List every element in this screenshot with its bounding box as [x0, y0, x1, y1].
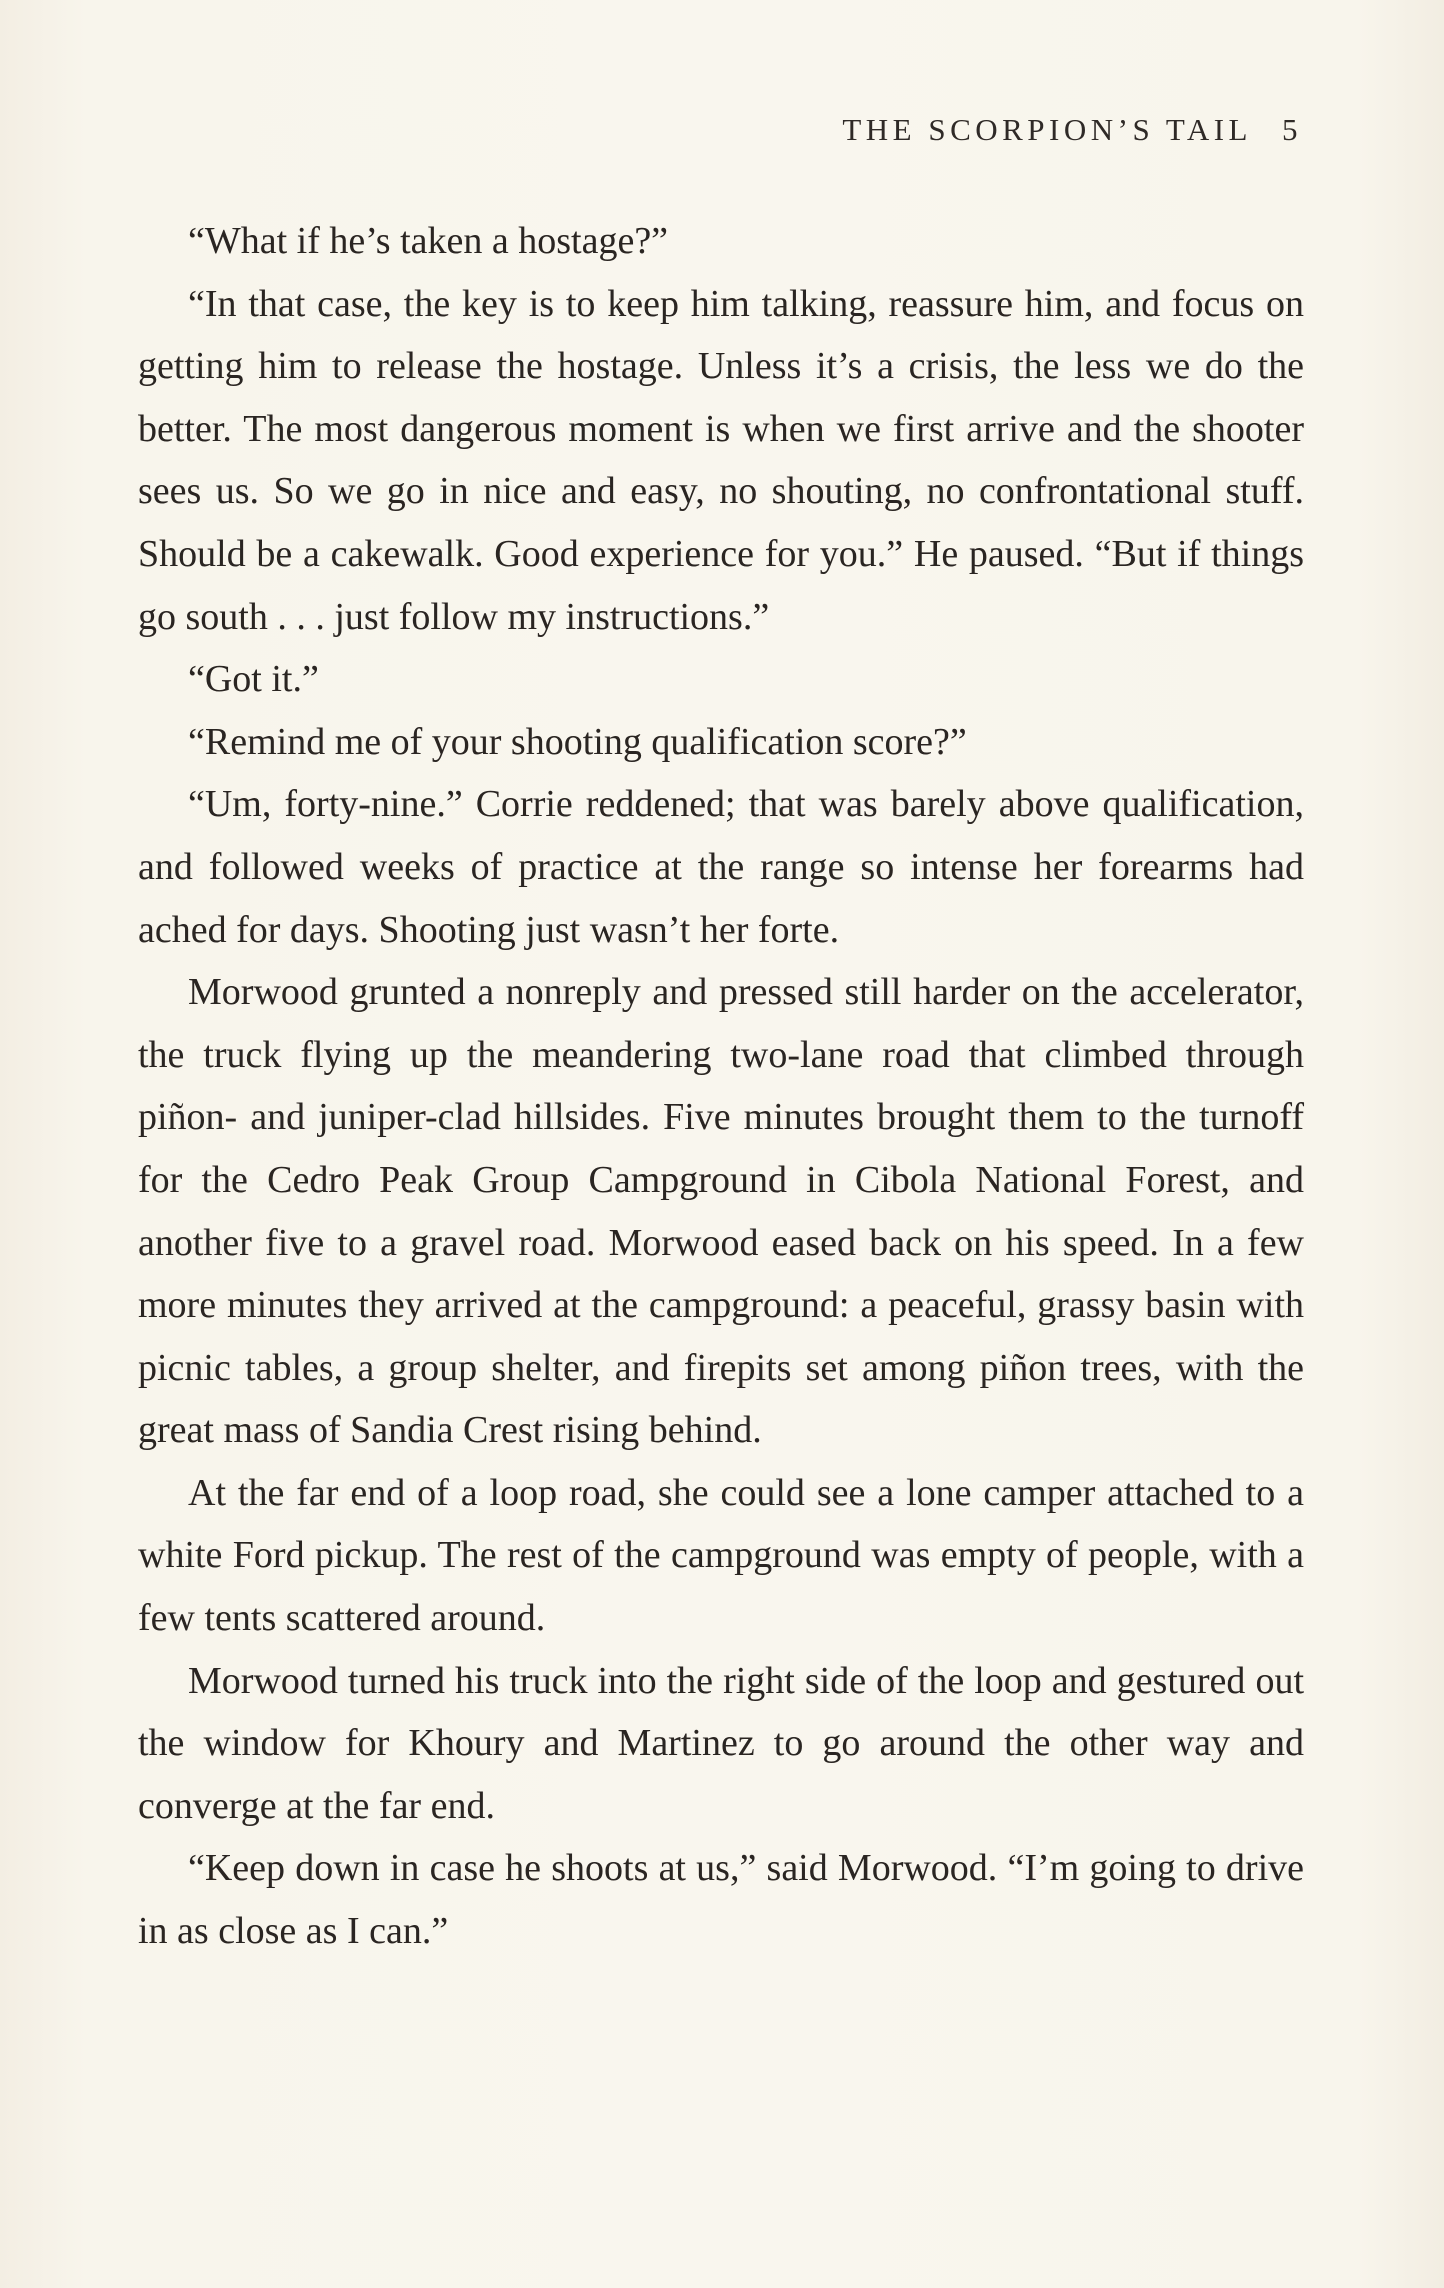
paragraph: “Remind me of your shooting qualification score?”: [188, 720, 967, 763]
paragraph: “In that case, the key is to keep him talking, reassure him, and focus on getting him to release the hostage. Unless it’s a crisis, the less we do the better. The most dangerous moment is when we first arrive and the shooter sees us. So we go in nice and easy, no shouting, no confrontational stuff. Should be a cakewalk. Good experience for you.” He paused. “But if things go south . . . just follow my instructions.”: [138, 282, 1304, 638]
paragraph: At the far end of a loop road, she could see a lone camper attached to a white Ford pickup. The rest of the campground was empty of people, with a few tents scattered around.: [138, 1471, 1304, 1640]
paragraph: “Keep down in case he shoots at us,” said Morwood. “I’m going to drive in as close as I can.”: [138, 1847, 1304, 1953]
page-number: 5: [1282, 112, 1302, 147]
body-text: [138, 210, 1304, 1963]
paragraph: “Um, forty-nine.” Corrie reddened; that was barely above qualification, and followed weeks of practice at the range so intense her forearms had ached for days. Shooting just wasn’t her forte.: [138, 783, 1304, 951]
paragraph: Morwood grunted a nonreply and pressed still harder on the accelerator, the truck flying up the meandering two-lane road that climbed through piñon- and juniper-clad hillsides. Five minutes brought them to the turnoff for the Cedro Peak Group Campground in Cibola National Forest, and another five to a gravel road. Morwood eased back on his speed. In a few more minutes they arrived at the campground: a peaceful, grassy basin with picnic tables, a group shelter, and firepits set among piñon trees, with the great mass of Sandia Crest rising behind.: [138, 971, 1304, 1452]
paragraph: “Got it.”: [188, 658, 319, 701]
running-title: THE SCORPION’S TAIL: [842, 112, 1252, 147]
paragraph: “What if he’s taken a hostage?”: [188, 220, 669, 262]
paragraph: Morwood turned his truck into the right side of the loop and gestured out the window for Khoury and Martinez to go around the other way and converge at the far end.: [138, 1659, 1304, 1827]
running-header: [0, 112, 1302, 148]
